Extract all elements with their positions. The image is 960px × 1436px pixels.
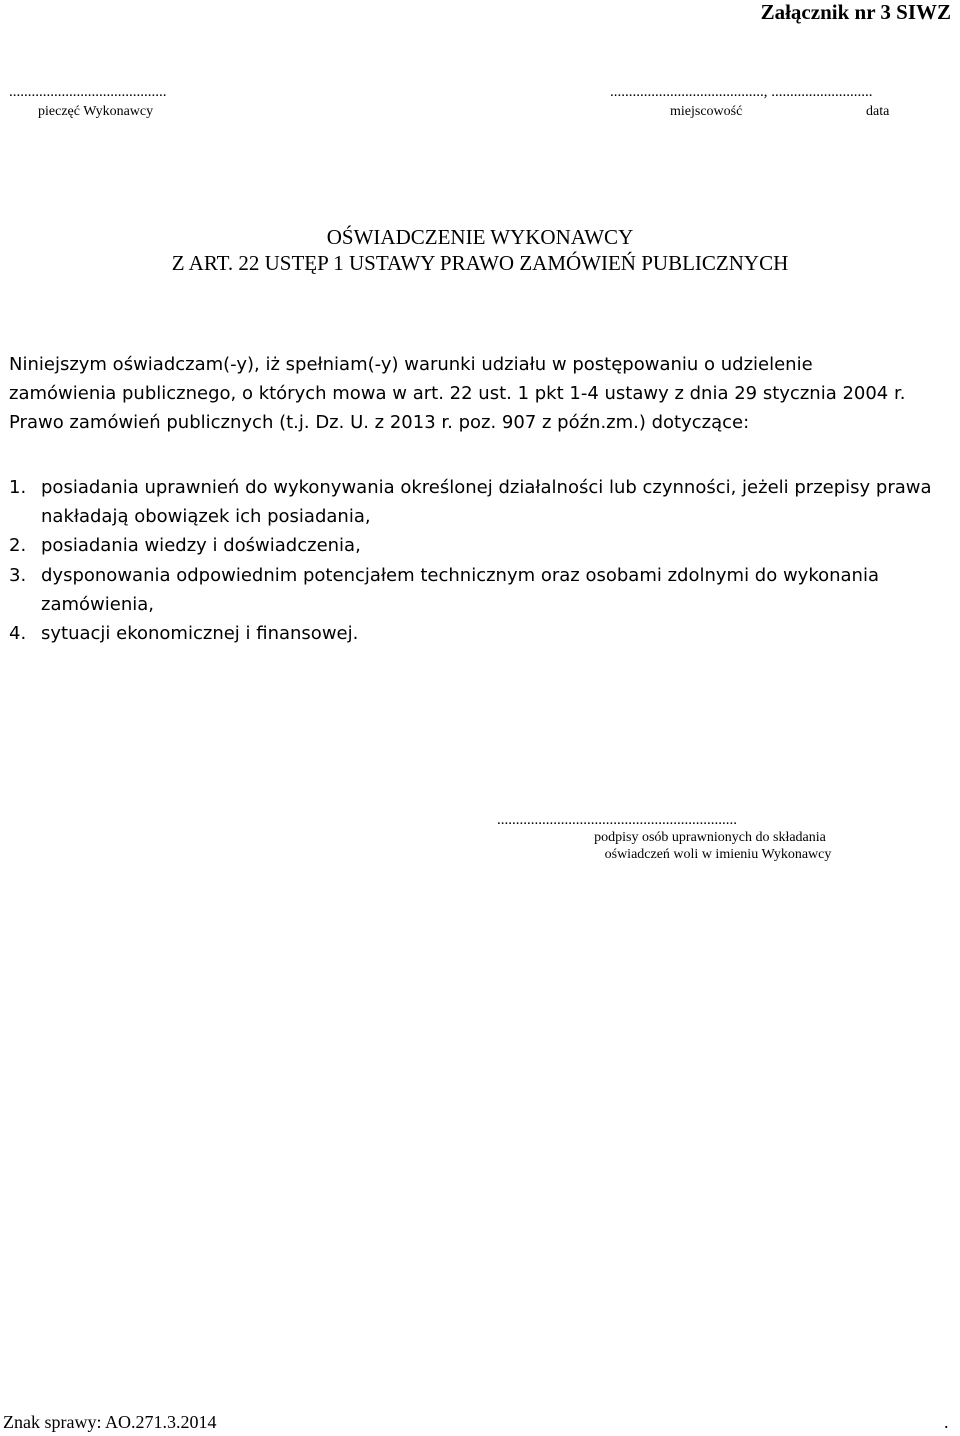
signature-caption-line-1: podpisy osób uprawnionych do składania bbox=[594, 830, 826, 845]
list-item-text: zamówienia, bbox=[41, 594, 154, 615]
place-date-dots: ........................................., ........................... bbox=[610, 84, 873, 100]
list-item bbox=[9, 531, 960, 560]
place-label: miejscowość bbox=[670, 104, 743, 119]
list-item-continuation bbox=[9, 502, 960, 531]
date-label: data bbox=[866, 104, 890, 119]
annex-label: Załącznik nr 3 SIWZ bbox=[760, 0, 951, 24]
list-item-number: 1. bbox=[9, 477, 27, 498]
list-item bbox=[9, 619, 960, 648]
list-item-text: posiadania wiedzy i doświadczenia, bbox=[41, 535, 361, 556]
footer-dot: . bbox=[944, 1412, 949, 1432]
stamp-dots: .......................................... bbox=[9, 84, 167, 100]
document-title: OŚWIADCZENIE WYKONAWCY bbox=[326, 225, 634, 249]
list-item-continuation bbox=[9, 590, 960, 619]
list-item-number: 4. bbox=[9, 623, 27, 644]
list-item-number: 2. bbox=[9, 535, 27, 556]
case-number: Znak sprawy: AO.271.3.2014 bbox=[3, 1412, 217, 1432]
list-item-text: sytuacji ekonomicznej i finansowej. bbox=[41, 623, 359, 644]
document-subtitle: Z ART. 22 USTĘP 1 USTAWY PRAWO ZAMÓWIEŃ PUBLICZNYCH bbox=[171, 251, 789, 275]
list-item-text: dysponowania odpowiednim potencjałem technicznym oraz osobami zdolnymi do wykonania bbox=[41, 565, 879, 586]
intro-line-1: Niniejszym oświadczam(-y), iż spełniam(-y) warunki udziału w postępowaniu o udzielenie bbox=[9, 354, 813, 375]
intro-line-3: Prawo zamówień publicznych (t.j. Dz. U. z 2013 r. poz. 907 z późn.zm.) dotyczące: bbox=[9, 412, 750, 433]
signature-dots: ................................................................ bbox=[497, 812, 737, 828]
list-item bbox=[9, 561, 960, 590]
intro-line-2: zamówienia publicznego, o których mowa w art. 22 ust. 1 pkt 1-4 ustawy z dnia 29 stycznia 2004 r. bbox=[9, 383, 906, 404]
list-item-number: 3. bbox=[9, 565, 27, 586]
list-item bbox=[9, 473, 960, 502]
list-item-text: posiadania uprawnień do wykonywania określonej działalności lub czynności, jeżeli przepisy prawa bbox=[41, 477, 932, 498]
signature-caption-line-2: oświadczeń woli w imieniu Wykonawcy bbox=[604, 847, 832, 862]
list-item-text: nakładają obowiązek ich posiadania, bbox=[41, 506, 371, 527]
stamp-label: pieczęć Wykonawcy bbox=[38, 104, 154, 119]
